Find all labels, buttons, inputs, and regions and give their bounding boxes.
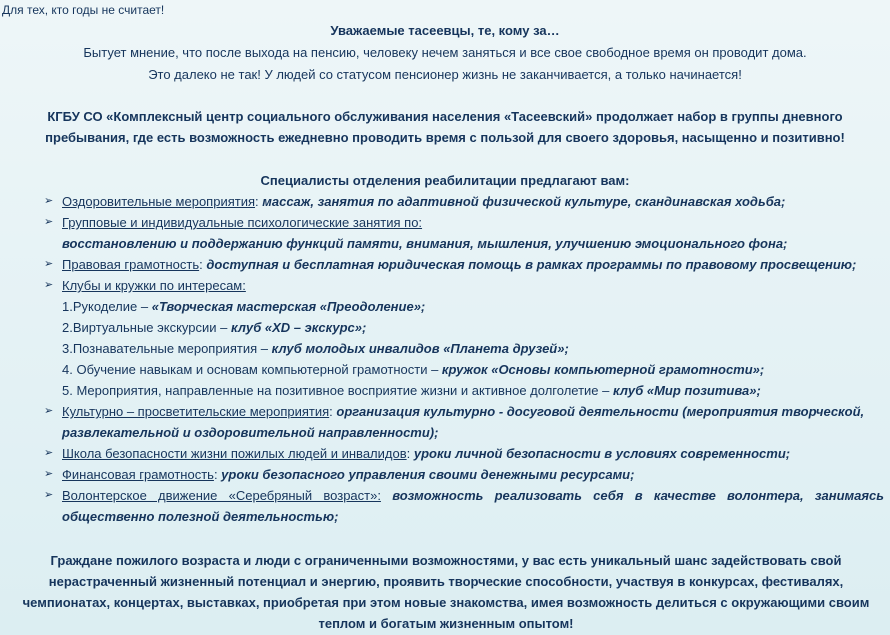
item-description: уроки личной безопасности в условиях современности; — [413, 446, 791, 461]
item-separator: : — [213, 467, 222, 482]
arrow-bullet-icon: ➢ — [44, 258, 54, 270]
list-item — [44, 485, 884, 527]
item-description: доступная и бесплатная юридическая помощь в рамках программы по правовому просвещению; — [206, 257, 857, 272]
item-label: Культурно – просветительские мероприятия — [62, 404, 330, 419]
item-description: массаж, занятия по адаптивной физической культуре, скандинавская ходьба; — [262, 194, 786, 209]
item-label: Правовая грамотность — [62, 257, 200, 272]
item-separator: : — [329, 404, 337, 419]
item-separator: : — [199, 257, 207, 272]
arrow-bullet-icon: ➢ — [44, 468, 54, 480]
closing-paragraph: Граждане пожилого возраста и люди с ограниченными возможностями, у вас есть уникальный шанс задействовать свой нерастраченный жизненный потенциал и энергию, проявить творческие способности, участвуя в конкурсах, фестивалях, чемпионатах, концертах, выставках, приобретая при этом новые знакомства, имея возможность делиться с окружающими своим теплом и богатым жизненным опытом! — [22, 553, 870, 631]
list-item — [44, 443, 884, 464]
arrow-bullet-icon: ➢ — [44, 405, 54, 417]
item-separator: : — [406, 446, 414, 461]
intro-line-1: Бытует мнение, что после выхода на пенсию, человеку нечем заняться и все свое свободное время он проводит дома. — [83, 45, 807, 60]
item-label: Клубы и кружки по интересам: — [62, 278, 246, 293]
greeting-heading: Уважаемые тасеевцы, те, кому за… — [330, 23, 560, 38]
item-label: Волонтерское движение «Серебряный возраст»: — [62, 488, 381, 503]
organization-paragraph: КГБУ СО «Комплексный центр социального обслуживания населения «Тасеевский» продолжает набор в группы дневного пребывания, где есть возможность ежедневно проводить время с пользой для своего здоровья, насыщенно и позитивно! — [45, 109, 845, 145]
item-label: Школа безопасности жизни пожилых людей и инвалидов — [62, 446, 407, 461]
list-item — [44, 401, 884, 443]
item-description: уроки безопасного управления своими денежными ресурсами; — [221, 467, 635, 482]
item-label: Оздоровительные мероприятия — [62, 194, 256, 209]
item-label: Групповые и индивидуальные психологические занятия по: — [62, 215, 423, 230]
list-item — [44, 191, 884, 212]
arrow-bullet-icon: ➢ — [44, 279, 54, 291]
item-description: возможность реализовать себя в качестве волонтера, занимаясь общественно полезной деятельностью; — [62, 488, 884, 524]
item-description: организация культурно - досуговой деятельности (мероприятия творческой, развлекательной и оздоровительной направленности); — [62, 404, 865, 440]
list-item — [44, 212, 884, 254]
arrow-bullet-icon: ➢ — [44, 447, 54, 459]
arrow-bullet-icon: ➢ — [44, 489, 54, 501]
arrow-bullet-icon: ➢ — [44, 216, 54, 228]
sub-list-item: 5. Мероприятия, направленные на позитивное восприятие жизни и активное долголетие – клуб «Мир позитива»; — [62, 383, 761, 398]
intro-line-2: Это далеко не так! У людей со статусом пенсионер жизнь не заканчивается, а только начинается! — [148, 67, 742, 82]
sub-list-item: 4. Обучение навыкам и основам компьютерной грамотности – кружок «Основы компьютерной грамотности»; — [62, 362, 765, 377]
sub-list-item: 1.Рукоделие – «Творческая мастерская «Преодоление»; — [62, 299, 426, 314]
item-label: Финансовая грамотность — [62, 467, 214, 482]
list-item — [44, 464, 884, 485]
list-item — [44, 275, 884, 401]
sub-list-item: 3.Познавательные мероприятия – клуб молодых инвалидов «Планета друзей»; — [62, 341, 569, 356]
services-list — [44, 191, 884, 527]
item-separator — [381, 488, 392, 503]
top-note: Для тех, кто годы не считает! — [2, 3, 165, 17]
list-item — [44, 254, 884, 275]
item-description: восстановлению и поддержанию функций памяти, внимания, мышления, улучшению эмоционального фона; — [62, 236, 788, 251]
sub-list-item: 2.Виртуальные экскурсии – клуб «XD – экскурс»; — [62, 320, 367, 335]
item-separator: : — [255, 194, 263, 209]
specialists-heading: Специалисты отделения реабилитации предлагают вам: — [260, 173, 630, 188]
arrow-bullet-icon: ➢ — [44, 195, 54, 207]
